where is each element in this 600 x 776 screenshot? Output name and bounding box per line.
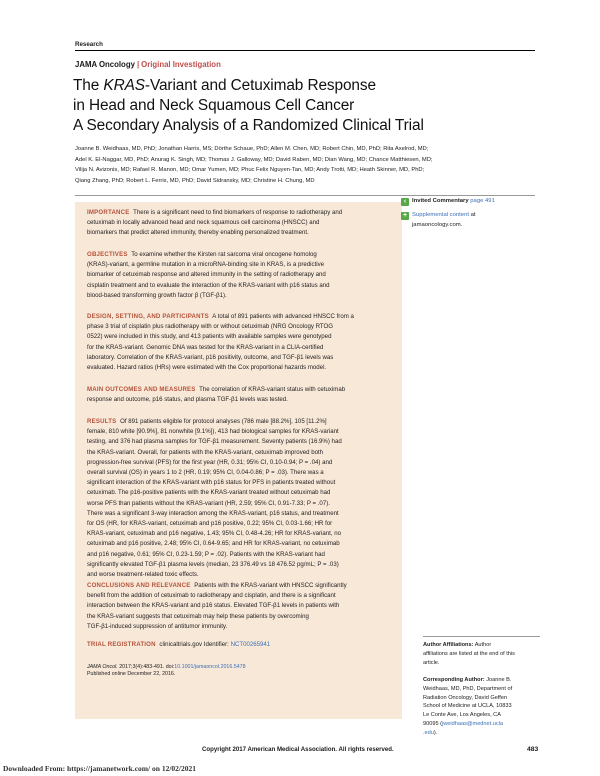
author-line: Joanne B. Weidhaas, MD, PhD; Jonathan Harris, MS; Dörthe Schaue, PhD; Allen M. Chen, MD; Robert Chin, MD, PhD; Rita Axelrod, MD; <box>75 146 429 152</box>
abstract-outcomes: MAIN OUTCOMES AND MEASURES The correlation of KRAS-variant status with cetuximab response and outcome, p16 status, and plasma TGF-β1 levels was tested. <box>87 386 346 404</box>
header-divider <box>75 50 535 51</box>
abstract-design: DESIGN, SETTING, AND PARTICIPANTS A total of 891 patients with advanced HNSCC from a phase 3 trial of cisplatin plus radiotherapy with or without cetuximab (NRG Oncology RTOG 0522) were included in this study, and 413 patients with available samples were genotyped for the KRAS-variant. Genomic DNA was tested for the KRAS-variant in a CLIA-certified laboratory. Correlation of the KRAS-variant, p16 positivity, outcome, and TGF-β1 levels was evaluated. Hazard ratios (HRs) were estimated with the Cox proportional hazards model. <box>87 313 354 372</box>
journal-name: JAMA Oncology <box>75 60 135 69</box>
title-line-2: in Head and Neck Squamous Cell Cancer <box>73 97 355 114</box>
corresponding-author: Corresponding Author: Joanne B. Weidhaas, MD, PhD, Department of Radiation Oncology, David Geffen School of Medicine at UCLA, 10833 Le Conte Ave, Los Angeles, CA 90095 (jweidhaas@mednet.ucla .edu). <box>423 677 513 736</box>
journal-line <box>75 60 221 69</box>
copyright-notice: Copyright 2017 American Medical Association. All rights reserved. <box>202 746 394 753</box>
page-number: 483 <box>527 746 539 753</box>
title-subtitle: A Secondary Analysis of a Randomized Clinical Trial <box>73 117 424 134</box>
importance-label: IMPORTANCE <box>87 209 130 216</box>
trial-label: TRIAL REGISTRATION <box>87 641 156 648</box>
objectives-label: OBJECTIVES <box>87 251 128 258</box>
author-affiliations: Author Affiliations: Author affiliations are listed at the end of this article. <box>423 642 515 666</box>
corresponding-email-link[interactable]: jweidhaas@mednet.ucla <box>441 720 504 727</box>
conclusions-label: CONCLUSIONS AND RELEVANCE <box>87 582 191 589</box>
trial-id-link[interactable]: NCT00265941 <box>230 641 271 648</box>
results-label: RESULTS <box>87 418 117 425</box>
download-stamp: Downloaded From: https://jamanetwork.com/ on 12/02/2021 <box>3 764 196 773</box>
author-list <box>75 144 545 187</box>
design-label: DESIGN, SETTING, AND PARTICIPANTS <box>87 313 209 320</box>
citation: JAMA Oncol. 2017;3(4):483-491. doi:10.1001/jamaoncol.2016.5478 Published online December 22, 2016. <box>87 664 246 678</box>
invited-commentary-icon: ‹ <box>401 198 409 206</box>
supplemental-content-icon: + <box>402 212 408 219</box>
sidebar-divider <box>423 636 540 637</box>
section-label: Research <box>75 41 103 48</box>
abstract-trial-registration: TRIAL REGISTRATION clinicaltrials.gov Identifier: NCT00265941 <box>87 641 271 648</box>
article-title <box>73 76 543 136</box>
supplemental-content-link[interactable]: Supplemental content at jamaoncology.com. <box>412 212 476 228</box>
abstract-importance: IMPORTANCE There is a significant need to find biomarkers of response to radiotherapy and cetuximab in locally advanced head and neck squamous cell carcinoma (HNSCC) and biomarkers that predict altered immunity, thereby enabling personalized treatment. <box>87 209 343 237</box>
author-line: Qiang Zhang, PhD; Robert L. Ferris, MD, PhD; David Sidransky, MD; Christine H. Chung, MD <box>75 178 315 185</box>
abstract-results: RESULTS Of 891 patients eligible for protocol analyses (786 male [88.2%], 105 [11.2%] female, 810 white [90.9%], 81 nonwhite [9.1%]), 413 had biological samples for KRAS-variant testing, and 376 had plasma samples for TGF-β1 measurement. Seventy patients (16.9%) had the KRAS-variant. Overall, for patients with the KRAS-variant, cetuximab improved both progression-free survival (PFS) for the first year (HR, 0.31; 95% CI, 0.10-0.94; P = .04) and overall survival (OS) in years 1 to 2 (HR, 0.19; 95% CI, 0.04-0.86; P = .03). There was a significant interaction of the KRAS-variant with p16 status for PFS in patients treated without cetuximab. The p16-positive patients with the KRAS-variant treated without cetuximab had worse PFS than patients without the KRAS-variant (HR, 2.59; 95% CI, 0.91-7.33; P = .07). There was a significant 3-way interaction among the KRAS-variant, p16 status, and treatment for OS (HR, for KRAS-variant, cetuximab and p16 positive, 0.22; 95% CI, 0.03-1.66; HR for KRAS-variant, cetuximab and p16 negative, 1.43; 95% CI, 0.48-4.26; HR for KRAS-variant, no cetuximab and p16 positive, 2.48; 95% CI, 0.64-9.65; and HR for KRAS-variant, no cetuximab and p16 negative, 0.61; 95% CI, 0.23-1.59; P = .02). Patients with the KRAS-variant had significantly elevated TGF-β1 plasma levels (median, 23 376.49 vs 18 476.52 pg/mL; P = .03) and worse treatment-related toxic effects. <box>87 418 342 579</box>
title-line-1: The KRAS-Variant and Cetuximab Response <box>73 77 376 94</box>
invited-commentary-link[interactable]: Invited Commentary page 491 <box>412 198 495 204</box>
journal-separator: | <box>136 60 140 69</box>
article-type: Original Investigation <box>141 60 221 69</box>
doi-link[interactable]: 10.1001/jamaoncol.2016.5478 <box>174 664 246 670</box>
abstract-objectives: OBJECTIVES To examine whether the Kirsten rat sarcoma viral oncogene homolog (KRAS)-variant, a germline mutation in a microRNA-binding site in KRAS, is a predictive biomarker of cetuximab response and altered immunity in the setting of radiotherapy and cisplatin treatment and to evaluate the interaction of the KRAS-variant with p16 status and blood-based transforming growth factor β (TGF-β1). <box>87 251 330 299</box>
author-line: Vilija N. Avizonis, MD; Rafael R. Manon, MD; Omar Yumen, MD; Phuc Felix Nguyen-Tan, MD; Andy Trotti, MD; Heath Skinner, MD, PhD; <box>75 167 425 174</box>
authors-divider <box>75 195 535 196</box>
author-line: Adel K. El-Naggar, MD, PhD; Anurag K. Singh, MD; Thomas J. Galloway, MD; David Raben, MD; Dian Wang, MD; Chance Matthiesen, MD; <box>75 156 433 163</box>
abstract-conclusions: CONCLUSIONS AND RELEVANCE Patients with the KRAS-variant with HNSCC significantly benefit from the addition of cetuximab to radiotherapy and cisplatin, and there is a significant interaction between the KRAS-variant and p16 status. Elevated TGF-β1 levels in patients with the KRAS-variant suggests that cetuximab may help these patients by overcoming TGF-β1-induced suppression of antitumor immunity. <box>87 582 347 630</box>
title-gene-italic: KRAS <box>103 77 145 94</box>
outcomes-label: MAIN OUTCOMES AND MEASURES <box>87 386 196 393</box>
